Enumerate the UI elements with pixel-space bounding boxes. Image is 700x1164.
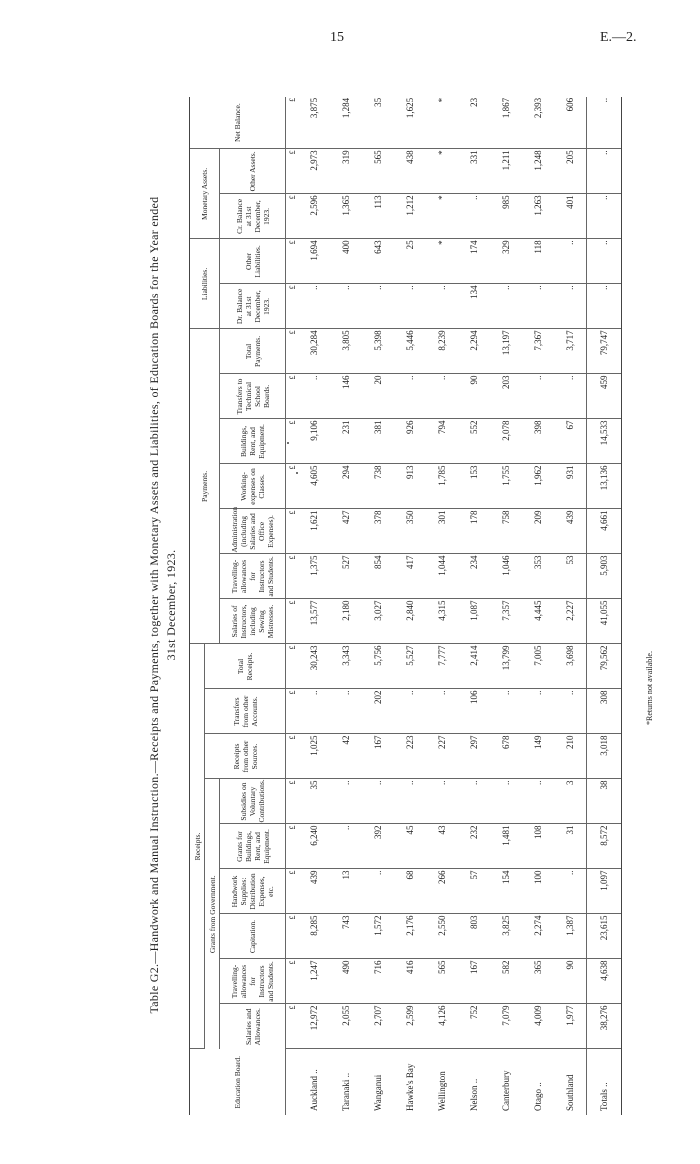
table-cell: 490	[330, 959, 362, 1004]
table-cell: 2,294	[458, 329, 490, 374]
table-cell: 319	[330, 149, 362, 194]
table-cell: 35	[298, 779, 330, 824]
unit-cell: £	[286, 419, 299, 464]
unit-row-blank	[286, 1049, 299, 1115]
table-cell: 743	[330, 914, 362, 959]
totals-label: Totals ..	[587, 1049, 622, 1115]
header-col-11: Administration (including Salaries and Office Expenses).	[220, 509, 286, 554]
unit-cell: £	[286, 959, 299, 1004]
table-cell: 3,825	[490, 914, 522, 959]
table-cell: 401	[554, 194, 587, 239]
table-cell: 2,550	[426, 914, 458, 959]
footnote: *Returns not available.	[645, 651, 654, 725]
header-col-9: Salaries of Instructors, including Sewing Mistresses.	[220, 599, 286, 644]
table-cell: 4,315	[426, 599, 458, 644]
table-cell: ..	[362, 779, 394, 824]
table-cell: 1,387	[554, 914, 587, 959]
table-cell: 1,212	[394, 194, 426, 239]
table-cell: 67	[554, 419, 587, 464]
table-cell: 913	[394, 464, 426, 509]
unit-row	[286, 97, 299, 1115]
table-cell: 134	[458, 284, 490, 329]
table-cell: 2,055	[330, 1004, 362, 1049]
table-cell: 3,343	[330, 644, 362, 689]
table-row	[362, 97, 394, 1115]
table-cell: 1,755	[490, 464, 522, 509]
table-cell: 1,481	[490, 824, 522, 869]
totals-cell: ..	[587, 149, 622, 194]
table-cell: 8,239	[426, 329, 458, 374]
table-row	[554, 97, 587, 1115]
table-cell: 2,596	[298, 194, 330, 239]
table-cell: 154	[490, 869, 522, 914]
table-cell: 716	[362, 959, 394, 1004]
table-cell: 90	[458, 374, 490, 419]
table-cell: 1,625	[394, 97, 426, 149]
table-cell: 1,087	[458, 599, 490, 644]
table-cell: 35	[362, 97, 394, 149]
table-cell: 1,572	[362, 914, 394, 959]
unit-cell: £	[286, 149, 299, 194]
table-cell: 149	[522, 734, 554, 779]
table-cell: ..	[458, 194, 490, 239]
table-row	[490, 97, 522, 1115]
totals-cell: 8,572	[587, 824, 622, 869]
table-cell: ..	[554, 689, 587, 734]
table-cell: 1,046	[490, 554, 522, 599]
unit-cell: £	[286, 1004, 299, 1049]
table-cell: 232	[458, 824, 490, 869]
header-col-transfers-from: Transfers from other Accounts.	[205, 689, 286, 734]
table-cell: 57	[458, 869, 490, 914]
data-table	[189, 97, 622, 1115]
table-cell: 1,263	[522, 194, 554, 239]
table-cell: 297	[458, 734, 490, 779]
table-cell: 205	[554, 149, 587, 194]
table-cell: 2,707	[362, 1004, 394, 1049]
header-col-1: Travelling-allowances for Instructors and Students.	[220, 959, 286, 1004]
table-cell: 209	[522, 509, 554, 554]
table-cell: 678	[490, 734, 522, 779]
table-cell: ..	[330, 779, 362, 824]
totals-cell: 23,615	[587, 914, 622, 959]
header-col-0: Salaries and Allowances.	[220, 1004, 286, 1049]
unit-cell: £	[286, 554, 299, 599]
table-cell: 23	[458, 97, 490, 149]
table-cell: 12,972	[298, 1004, 330, 1049]
table-cell: ..	[490, 689, 522, 734]
unit-cell: £	[286, 464, 299, 509]
table-row	[522, 97, 554, 1115]
table-cell: 7,005	[522, 644, 554, 689]
page-number: 15	[330, 30, 344, 45]
table-cell: 565	[426, 959, 458, 1004]
table-cell: ..	[490, 284, 522, 329]
table-cell: 5,756	[362, 644, 394, 689]
unit-cell: £	[286, 824, 299, 869]
totals-cell: 4,661	[587, 509, 622, 554]
header-col-2: Capitation.	[220, 914, 286, 959]
table-cell: 9,106	[298, 419, 330, 464]
table-cell: ..	[298, 284, 330, 329]
unit-cell: £	[286, 689, 299, 734]
unit-cell: £	[286, 329, 299, 374]
table-cell: 794	[426, 419, 458, 464]
table-cell: 1,867	[490, 97, 522, 149]
table-cell: 427	[330, 509, 362, 554]
header-col-15: Total Payments.	[220, 329, 286, 374]
board-name: Auckland ..	[309, 1069, 319, 1111]
table-cell: ..	[394, 689, 426, 734]
totals-cell: 459	[587, 374, 622, 419]
table-cell: ..	[522, 779, 554, 824]
table-cell: 985	[490, 194, 522, 239]
table-cell: 2,599	[394, 1004, 426, 1049]
table-cell: 926	[394, 419, 426, 464]
table-cell: 30,284	[298, 329, 330, 374]
table-cell: 68	[394, 869, 426, 914]
header-col-14: Transfers to Technical School Boards.	[220, 374, 286, 419]
table-cell: *	[426, 97, 458, 149]
totals-cell: 41,055	[587, 599, 622, 644]
unit-cell: £	[286, 97, 299, 149]
table-cell: 643	[362, 239, 394, 284]
unit-cell: £	[286, 914, 299, 959]
header-col-16: Dr. Balance at 31st December, 1923.	[220, 284, 286, 329]
table-cell: 100	[522, 869, 554, 914]
header-receipts: Receipts.	[190, 644, 205, 1049]
header-net-balance: Net Balance.	[190, 97, 286, 149]
table-cell: 20	[362, 374, 394, 419]
table-cell: *	[426, 149, 458, 194]
table-cell: *	[426, 194, 458, 239]
table-cell: 8,285	[298, 914, 330, 959]
page-reference: E.—2.	[600, 30, 637, 45]
unit-cell: £	[286, 599, 299, 644]
table-cell: 118	[522, 239, 554, 284]
table-cell: 1,977	[554, 1004, 587, 1049]
table-cell: 5,398	[362, 329, 394, 374]
totals-cell: 38	[587, 779, 622, 824]
table-cell: 174	[458, 239, 490, 284]
table-cell: 30,243	[298, 644, 330, 689]
table-row	[330, 97, 362, 1115]
table-cell: 3,805	[330, 329, 362, 374]
table-cell: ..	[394, 284, 426, 329]
table-cell: 146	[330, 374, 362, 419]
table-cell: 43	[426, 824, 458, 869]
unit-cell: £	[286, 734, 299, 779]
table-cell: ..	[362, 284, 394, 329]
table-cell: 738	[362, 464, 394, 509]
table-cell: 5,527	[394, 644, 426, 689]
table-cell: 2,180	[330, 599, 362, 644]
table-cell: 13,577	[298, 599, 330, 644]
table-cell: 202	[362, 689, 394, 734]
table-cell: 2,274	[522, 914, 554, 959]
table-cell: ..	[362, 869, 394, 914]
table-cell: 42	[330, 734, 362, 779]
board-name: Canterbury	[501, 1070, 511, 1111]
table-cell: 439	[298, 869, 330, 914]
table-cell: ..	[330, 284, 362, 329]
header-col-10: Travelling-allowances for Instructors and Students.	[220, 554, 286, 599]
table-cell: 400	[330, 239, 362, 284]
table-cell: 331	[458, 149, 490, 194]
table-cell: 7,777	[426, 644, 458, 689]
totals-cell: ..	[587, 284, 622, 329]
header-col-3: Handwork Supplies: Distribution Expenses, etc.	[220, 869, 286, 914]
table-cell: 2,973	[298, 149, 330, 194]
table-cell: ..	[426, 689, 458, 734]
table-cell: 527	[330, 554, 362, 599]
table-cell: 4,445	[522, 599, 554, 644]
table-cell: 223	[394, 734, 426, 779]
unit-cell: £	[286, 779, 299, 824]
table-cell: ..	[426, 374, 458, 419]
totals-cell: 4,638	[587, 959, 622, 1004]
board-name: Otago ..	[533, 1082, 543, 1111]
rotated-table-page	[145, 85, 685, 1125]
table-cell: ..	[298, 374, 330, 419]
table-cell: ..	[394, 779, 426, 824]
table-cell: 31	[554, 824, 587, 869]
totals-row	[587, 97, 622, 1115]
table-cell: 90	[554, 959, 587, 1004]
table-cell: 4,605	[298, 464, 330, 509]
table-cell: 167	[362, 734, 394, 779]
table-cell: 1,247	[298, 959, 330, 1004]
table-cell: ..	[554, 239, 587, 284]
table-cell: ..	[554, 374, 587, 419]
table-cell: 1,044	[426, 554, 458, 599]
table-cell: ..	[554, 284, 587, 329]
table-cell: 398	[522, 419, 554, 464]
table-cell: 552	[458, 419, 490, 464]
totals-cell: ..	[587, 194, 622, 239]
table-cell: ..	[522, 689, 554, 734]
unit-cell: £	[286, 239, 299, 284]
table-cell: 4,126	[426, 1004, 458, 1049]
table-cell: 7,079	[490, 1004, 522, 1049]
table-cell: 350	[394, 509, 426, 554]
unit-cell: £	[286, 509, 299, 554]
totals-cell: 14,533	[587, 419, 622, 464]
table-cell: 7,357	[490, 599, 522, 644]
table-cell: 1,962	[522, 464, 554, 509]
table-cell: 167	[458, 959, 490, 1004]
table-cell: 301	[426, 509, 458, 554]
unit-cell: £	[286, 194, 299, 239]
table-cell: 417	[394, 554, 426, 599]
table-cell: 178	[458, 509, 490, 554]
table-cell: 931	[554, 464, 587, 509]
table-cell: 2,393	[522, 97, 554, 149]
board-name: Taranaki ..	[341, 1072, 351, 1111]
table-cell: ..	[522, 284, 554, 329]
table-cell: 234	[458, 554, 490, 599]
table-cell: 5,446	[394, 329, 426, 374]
table-cell: 4,009	[522, 1004, 554, 1049]
table-cell: 3,875	[298, 97, 330, 149]
table-cell: ..	[426, 779, 458, 824]
totals-cell: 38,276	[587, 1004, 622, 1049]
table-cell: 854	[362, 554, 394, 599]
table-cell: 565	[362, 149, 394, 194]
table-cell: 6,240	[298, 824, 330, 869]
table-cell: 365	[522, 959, 554, 1004]
header-liabilities: Liabilities.	[190, 239, 220, 329]
unit-cell: £	[286, 284, 299, 329]
table-row	[426, 97, 458, 1115]
table-cell: ..	[554, 869, 587, 914]
table-cell: *	[426, 239, 458, 284]
table-cell: 1,785	[426, 464, 458, 509]
table-cell: 1,694	[298, 239, 330, 284]
totals-cell: 79,747	[587, 329, 622, 374]
table-cell: 210	[554, 734, 587, 779]
table-cell: 392	[362, 824, 394, 869]
table-cell: 329	[490, 239, 522, 284]
table-cell: 1,621	[298, 509, 330, 554]
table-cell: 2,840	[394, 599, 426, 644]
title-line-2: 31st December, 1923.	[164, 549, 178, 661]
table-cell: 353	[522, 554, 554, 599]
table-cell: 45	[394, 824, 426, 869]
table-cell: 1,211	[490, 149, 522, 194]
header-monetary-assets: Monetary Assets.	[190, 149, 220, 239]
table-cell: 13,197	[490, 329, 522, 374]
table-cell: 13	[330, 869, 362, 914]
table-cell: 266	[426, 869, 458, 914]
header-col-total-receipts: Total Receipts.	[205, 644, 286, 689]
table-cell: 378	[362, 509, 394, 554]
header-col-4: Grants for Buildings, Rent, and Equipment.	[220, 824, 286, 869]
table-cell: ..	[490, 779, 522, 824]
table-cell: ..	[330, 689, 362, 734]
table-cell: 25	[394, 239, 426, 284]
totals-cell: ..	[587, 239, 622, 284]
table-cell: ..	[394, 374, 426, 419]
header-col-18: Cr. Balance at 31st December, 1923.	[220, 194, 286, 239]
table-cell: 3,717	[554, 329, 587, 374]
totals-cell: 3,018	[587, 734, 622, 779]
table-cell: 2,078	[490, 419, 522, 464]
table-cell: ..	[426, 284, 458, 329]
table-cell: ..	[522, 374, 554, 419]
table-cell: 153	[458, 464, 490, 509]
table-cell: 758	[490, 509, 522, 554]
header-col-receipts-other: Receipts from other Sources.	[205, 734, 286, 779]
table-cell: 416	[394, 959, 426, 1004]
unit-cell: £	[286, 644, 299, 689]
table-row	[458, 97, 490, 1115]
header-col-13: Buildings, Rent, and Equipment.	[220, 419, 286, 464]
board-name: Hawke's Bay	[405, 1063, 415, 1111]
unit-cell: £	[286, 869, 299, 914]
header-grants-from-government: Grants from Government.	[205, 779, 220, 1049]
table-cell: 3,027	[362, 599, 394, 644]
table-cell: 227	[426, 734, 458, 779]
header-col-19: Other Assets.	[220, 149, 286, 194]
title-line-1: Table G2.—Handwork and Manual Instruction.—Receipts and Payments, together with Monetary Assets and Liabilities, of Education Boards for the Year ended	[147, 196, 161, 1014]
table-cell: 113	[362, 194, 394, 239]
table-cell: 3	[554, 779, 587, 824]
table-cell: 1,284	[330, 97, 362, 149]
table-cell: 231	[330, 419, 362, 464]
board-name: Nelson ..	[469, 1078, 479, 1111]
table-cell: 106	[458, 689, 490, 734]
totals-cell: 79,562	[587, 644, 622, 689]
totals-cell: ..	[587, 97, 622, 149]
totals-cell: 1,097	[587, 869, 622, 914]
table-cell: 752	[458, 1004, 490, 1049]
table-cell: 2,176	[394, 914, 426, 959]
board-name: Southland	[565, 1074, 575, 1111]
header-col-5: Subsidies on Voluntary Contributions.	[220, 779, 286, 824]
table-cell: 381	[362, 419, 394, 464]
totals-cell: 5,903	[587, 554, 622, 599]
page-header	[0, 30, 700, 50]
table-cell: 438	[394, 149, 426, 194]
table-cell: 1,248	[522, 149, 554, 194]
header-payments: Payments.	[190, 329, 220, 644]
table-cell: 439	[554, 509, 587, 554]
table-cell: 2,414	[458, 644, 490, 689]
board-name: Wanganui	[373, 1074, 383, 1111]
unit-cell: £	[286, 374, 299, 419]
table-row	[394, 97, 426, 1115]
table-cell: 2,227	[554, 599, 587, 644]
totals-cell: 308	[587, 689, 622, 734]
header-col-12: Working-expenses on Classes.	[220, 464, 286, 509]
table-cell: ..	[458, 779, 490, 824]
board-name: Wellington	[437, 1071, 447, 1111]
table-cell: 13,799	[490, 644, 522, 689]
header-board: Education Board.	[190, 1049, 286, 1115]
table-cell: 108	[522, 824, 554, 869]
table-cell: 1,365	[330, 194, 362, 239]
table-cell: 1,025	[298, 734, 330, 779]
header-col-17: Other Liabilities.	[220, 239, 286, 284]
table-cell: 1,375	[298, 554, 330, 599]
totals-cell: 13,136	[587, 464, 622, 509]
table-cell: 582	[490, 959, 522, 1004]
table-cell: 803	[458, 914, 490, 959]
table-cell: 7,367	[522, 329, 554, 374]
table-row	[298, 97, 330, 1115]
table-cell: 203	[490, 374, 522, 419]
table-cell: 3,698	[554, 644, 587, 689]
table-cell: 294	[330, 464, 362, 509]
table-cell: 53	[554, 554, 587, 599]
table-cell: ..	[330, 824, 362, 869]
table-cell: ..	[298, 689, 330, 734]
table-cell: 606	[554, 97, 587, 149]
